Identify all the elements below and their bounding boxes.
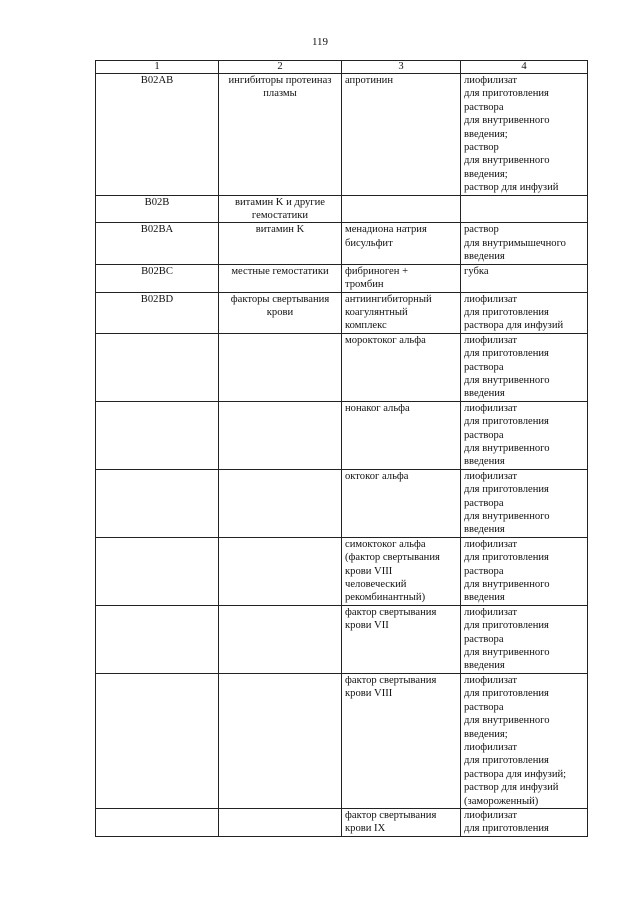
drug-name-line: фактор свертывания	[345, 674, 437, 686]
atc-group-cell	[219, 401, 342, 469]
dosage-form-line: раствор для инфузий	[464, 782, 559, 794]
drug-name-line: бисульфит	[345, 237, 393, 249]
dosage-form-cell	[461, 673, 588, 808]
atc-code-cell: B02B	[96, 195, 219, 223]
drug-name-line: нонаког альфа	[345, 402, 410, 414]
atc-group-line: факторы свертывания	[230, 293, 330, 305]
dosage-form-line: раствора	[464, 565, 504, 577]
column-header-2: 2	[219, 61, 342, 74]
dosage-form-line: для приготовления	[464, 306, 549, 318]
atc-group-line: ингибиторы протеиназ	[228, 75, 332, 86]
dosage-form-line: введения;	[464, 728, 508, 740]
atc-code-cell: B02BC	[96, 264, 219, 292]
dosage-form-line: раствора	[464, 633, 504, 645]
dosage-form-line: раствор	[464, 142, 499, 154]
drug-name-line: фактор свертывания	[345, 809, 437, 821]
atc-code-cell	[96, 808, 219, 836]
dosage-form-line: введения	[464, 388, 505, 400]
atc-code-cell	[96, 605, 219, 673]
dosage-form-line: для внутримышечного	[464, 237, 566, 249]
dosage-form-line: для приготовления	[464, 552, 549, 564]
dosage-form-cell	[461, 605, 588, 673]
drug-name-line: фактор свертывания	[345, 606, 437, 618]
atc-code-cell	[96, 537, 219, 605]
drug-name-line: фибриноген +	[345, 265, 409, 277]
dosage-form-cell	[461, 333, 588, 401]
drug-table	[95, 60, 588, 837]
atc-group-cell	[219, 605, 342, 673]
dosage-form-line: введения	[464, 251, 505, 263]
drug-name-cell	[342, 264, 461, 292]
drug-name-cell	[342, 537, 461, 605]
table-header	[96, 61, 588, 74]
table-row	[96, 292, 588, 333]
atc-code-cell	[96, 401, 219, 469]
drug-name-cell	[342, 195, 461, 223]
dosage-form-line: лиофилизат	[464, 538, 517, 550]
atc-group-cell	[219, 195, 342, 223]
dosage-form-line: введения	[464, 524, 505, 536]
table-row	[96, 264, 588, 292]
dosage-form-line: введения;	[464, 128, 508, 140]
table-row	[96, 808, 588, 836]
table-row	[96, 333, 588, 401]
dosage-form-cell	[461, 469, 588, 537]
drug-name-line: (фактор свертывания	[345, 552, 440, 564]
dosage-form-line: для внутривенного	[464, 442, 550, 454]
drug-name-cell	[342, 401, 461, 469]
dosage-form-line: для приготовления	[464, 620, 549, 632]
header-row	[96, 61, 588, 74]
dosage-form-line: для внутривенного	[464, 715, 550, 727]
table-row	[96, 537, 588, 605]
atc-group-cell	[219, 74, 342, 196]
dosage-form-line: раствора для инфузий	[464, 320, 564, 332]
dosage-form-line: для приготовления	[464, 484, 549, 496]
drug-name-cell	[342, 223, 461, 264]
dosage-form-cell	[461, 292, 588, 333]
atc-group-cell	[219, 537, 342, 605]
atc-group-line: гемостатики	[251, 210, 309, 222]
dosage-form-line: лиофилизат	[464, 606, 517, 618]
dosage-form-line: для приготовления	[464, 755, 549, 767]
dosage-form-line: лиофилизат	[464, 402, 517, 414]
atc-group-line: местные гемостатики	[231, 265, 329, 277]
table-row	[96, 469, 588, 537]
dosage-form-cell	[461, 808, 588, 836]
atc-group-cell	[219, 264, 342, 292]
drug-name-cell	[342, 605, 461, 673]
atc-code-cell: B02BA	[96, 223, 219, 264]
dosage-form-line: раствора для инфузий;	[464, 768, 567, 780]
drug-name-line: менадиона натрия	[345, 224, 427, 236]
dosage-form-line: для приготовления	[464, 416, 549, 428]
drug-name-line: симоктоког альфа	[345, 538, 426, 550]
dosage-form-line: раствора	[464, 497, 504, 509]
dosage-form-line: лиофилизат	[464, 741, 517, 753]
atc-code-cell	[96, 469, 219, 537]
dosage-form-cell	[461, 264, 588, 292]
dosage-form-line: для внутривенного	[464, 155, 550, 167]
dosage-form-line: для внутривенного	[464, 579, 550, 591]
dosage-form-line: лиофилизат	[464, 674, 517, 686]
column-header-1: 1	[96, 61, 219, 74]
dosage-form-line: раствора	[464, 701, 504, 713]
drug-name-line: крови IX	[345, 823, 386, 835]
dosage-form-line: введения;	[464, 168, 508, 180]
drug-name-line: коагулянтный	[345, 306, 408, 318]
drug-name-cell	[342, 74, 461, 196]
atc-group-cell	[219, 333, 342, 401]
table-row	[96, 74, 588, 196]
drug-name-line: мороктоког альфа	[345, 334, 426, 346]
dosage-form-cell	[461, 74, 588, 196]
dosage-form-line: лиофилизат	[464, 809, 517, 821]
table-row	[96, 223, 588, 264]
drug-name-cell	[342, 469, 461, 537]
atc-code-cell	[96, 673, 219, 808]
dosage-form-line: лиофилизат	[464, 293, 517, 305]
atc-code-cell: B02AB	[96, 74, 219, 196]
atc-group-cell	[219, 808, 342, 836]
drug-name-line: тромбин	[345, 279, 384, 291]
dosage-form-line: для внутривенного	[464, 511, 550, 522]
dosage-form-line: для внутривенного	[464, 115, 550, 127]
dosage-form-line: для приготовления	[464, 688, 549, 700]
dosage-form-line: для приготовления	[464, 348, 549, 360]
dosage-form-line: раствор	[464, 224, 499, 236]
dosage-form-cell	[461, 537, 588, 605]
drug-name-line: крови VIII	[345, 565, 393, 577]
drug-name-cell	[342, 292, 461, 333]
page-number: 119	[311, 36, 329, 48]
dosage-form-line: для внутривенного	[464, 647, 550, 659]
table-body	[96, 74, 588, 837]
atc-code-cell: B02BD	[96, 292, 219, 333]
drug-name-cell	[342, 673, 461, 808]
dosage-form-line: лиофилизат	[464, 75, 517, 86]
atc-group-line: крови	[266, 306, 294, 318]
atc-group-line: плазмы	[263, 88, 297, 100]
drug-name-cell	[342, 808, 461, 836]
dosage-form-cell	[461, 401, 588, 469]
drug-name-line: антиингибиторный	[345, 293, 432, 305]
atc-code-cell	[96, 333, 219, 401]
drug-name-line: крови VIII	[345, 688, 393, 700]
drug-name-line: крови VII	[345, 620, 389, 632]
dosage-form-line: раствора	[464, 361, 504, 373]
dosage-form-line: раствора	[464, 101, 504, 113]
dosage-form-cell	[461, 195, 588, 223]
table-row	[96, 605, 588, 673]
table-row	[96, 401, 588, 469]
drug-name-line: октоког альфа	[345, 470, 409, 482]
dosage-form-line: для приготовления	[464, 88, 549, 100]
dosage-form-line: губка	[464, 265, 489, 277]
dosage-form-line: лиофилизат	[464, 334, 517, 346]
table-row	[96, 673, 588, 808]
dosage-form-cell	[461, 223, 588, 264]
column-header-3: 3	[342, 61, 461, 74]
dosage-form-line: лиофилизат	[464, 470, 517, 482]
dosage-form-line: введения	[464, 592, 505, 604]
dosage-form-line: введения	[464, 456, 505, 468]
drug-name-cell	[342, 333, 461, 401]
drug-name-line: человеческий	[345, 579, 407, 591]
dosage-form-line: раствора	[464, 429, 504, 441]
dosage-form-line: для внутривенного	[464, 374, 550, 386]
table-row	[96, 195, 588, 223]
column-header-4: 4	[461, 61, 588, 74]
atc-group-cell	[219, 469, 342, 537]
atc-group-cell	[219, 292, 342, 333]
drug-name-line: апротинин	[345, 75, 393, 86]
dosage-form-line: (замороженный)	[464, 795, 539, 807]
dosage-form-line: раствор для инфузий	[464, 182, 559, 194]
drug-name-line: рекомбинантный)	[345, 592, 426, 604]
dosage-form-line: для приготовления	[464, 823, 549, 835]
drug-name-line: комплекс	[345, 320, 387, 332]
atc-group-line: витамин K и другие	[234, 196, 325, 208]
atc-group-line: витамин K	[255, 224, 305, 236]
atc-group-cell	[219, 223, 342, 264]
dosage-form-line: введения	[464, 660, 505, 672]
atc-group-cell	[219, 673, 342, 808]
